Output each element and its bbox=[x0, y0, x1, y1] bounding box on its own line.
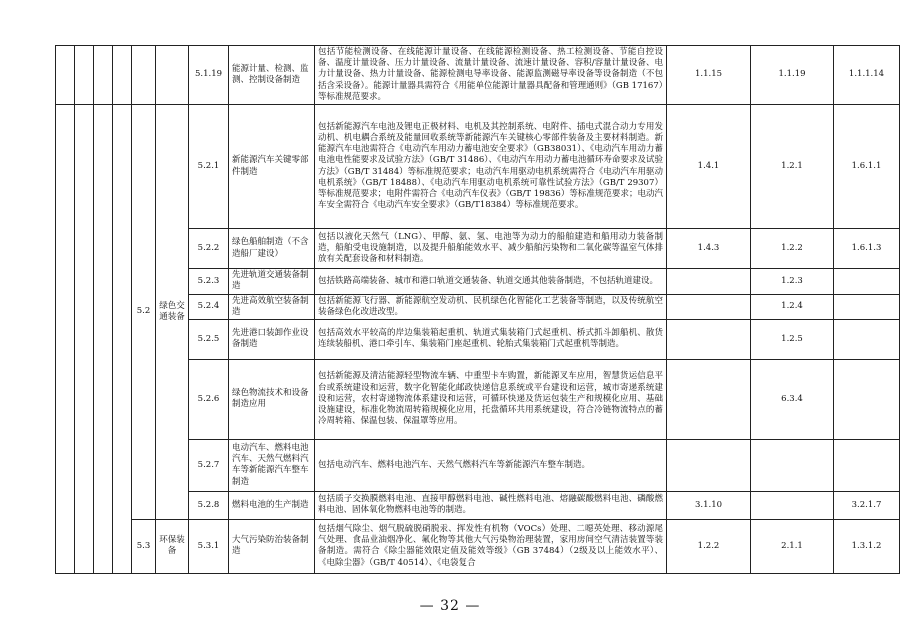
ref-code-c: 3.2.1.7 bbox=[834, 491, 900, 519]
item-code: 5.2.8 bbox=[189, 491, 229, 519]
item-description: 包括以液化天然气（LNG）、甲醇、氨、氢、电池等为动力的船舶建造和船用动力装备制造，船舶受电设施制造，以及提升船舶能效水平、减少船舶污染物和二氧化碳等温室气体排放有关配套设备和材料制造。 bbox=[315, 229, 667, 269]
item-code: 5.2.1 bbox=[189, 105, 229, 229]
col-blank-4 bbox=[113, 105, 132, 574]
group-name: 环保装备 bbox=[156, 519, 189, 573]
item-code: 5.2.6 bbox=[189, 359, 229, 439]
ref-code-b: 1.2.1 bbox=[751, 105, 834, 229]
table-row bbox=[56, 105, 900, 229]
ref-code-c: 1.6.1.3 bbox=[834, 229, 900, 269]
item-code: 5.2.7 bbox=[189, 439, 229, 491]
col-blank-2 bbox=[75, 46, 94, 105]
ref-code-a bbox=[667, 294, 751, 319]
group-name: 绿色交通装备 bbox=[156, 105, 189, 520]
col-blank-1 bbox=[56, 46, 75, 105]
col-blank-4 bbox=[113, 46, 132, 105]
ref-code-a: 1.4.3 bbox=[667, 229, 751, 269]
item-name: 绿色物流技术和设备制造应用 bbox=[229, 359, 315, 439]
ref-code-b bbox=[751, 491, 834, 519]
ref-code-c bbox=[834, 319, 900, 359]
item-name: 能源计量、检测、监测、控制设备制造 bbox=[229, 46, 315, 105]
ref-code-a bbox=[667, 319, 751, 359]
ref-code-b: 1.1.19 bbox=[751, 46, 834, 105]
table-row bbox=[56, 46, 900, 105]
item-code: 5.2.4 bbox=[189, 294, 229, 319]
item-name: 绿色船舶制造（不含造船厂建设） bbox=[229, 229, 315, 269]
classification-table bbox=[55, 45, 900, 574]
item-description: 包括烟气除尘、烟气脱硫脱硝脱汞、挥发性有机物（VOCs）处理、二噁英处理、移动源尾气处理、食品业油烟净化、氟化物等其他大气污染物治理装置，家用房间空气清洁装置等装备制造。需符合《除尘器能效限定值及能效等级》（GB 37484）（2级及以上能效水平）、《电除尘器》（GB/T 40514）、《电袋复合 bbox=[315, 519, 667, 573]
item-description: 包括新能源汽车电池及锂电正极材料、电机及其控制系统、电附件、插电式混合动力专用发动机、机电耦合系统及能量回收系统等新能源汽车关键核心零部件装备及主要材料制造。新能源汽车电池需符合《电动汽车用动力蓄电池安全要求》（GB38031）、《电动汽车用动力蓄电池电性能要求及试验方法》（GB/T 31486）、《电动汽车用动力蓄电池循环寿命要求及试验方法》（GB/T 31484）等标准规范要求；电动汽车用驱动电机系统需符合《电动汽车用驱动电机系统》（GB/T 18488）、《电动汽车用驱动电机系统可靠性试验方法》（GB/T 29307）等标准规范要求；电附件需符合《电动汽车仪表》（GB/T 19836）等标准规范要求；电动汽车安全需符合《电动汽车安全要求》（GB/T18384）等标准规范要求。 bbox=[315, 105, 667, 229]
item-code: 5.3.1 bbox=[189, 519, 229, 573]
ref-code-c bbox=[834, 294, 900, 319]
ref-code-c bbox=[834, 269, 900, 294]
col-blank-5 bbox=[132, 46, 156, 105]
ref-code-a: 3.1.10 bbox=[667, 491, 751, 519]
ref-code-a: 1.4.1 bbox=[667, 105, 751, 229]
col-blank-2 bbox=[75, 105, 94, 574]
item-name: 大气污染防治装备制造 bbox=[229, 519, 315, 573]
item-code: 5.2.5 bbox=[189, 319, 229, 359]
item-code: 5.1.19 bbox=[189, 46, 229, 105]
page-number: — 32 — bbox=[419, 598, 481, 614]
ref-code-a bbox=[667, 439, 751, 491]
ref-code-c: 1.6.1.1 bbox=[834, 105, 900, 229]
table-row bbox=[56, 519, 900, 573]
ref-code-a bbox=[667, 269, 751, 294]
col-blank-3 bbox=[94, 105, 113, 574]
item-description: 包括电动汽车、燃料电池汽车、天然气燃料汽车等新能源汽车整车制造。 bbox=[315, 439, 667, 491]
ref-code-a bbox=[667, 359, 751, 439]
ref-code-c: 1.3.1.2 bbox=[834, 519, 900, 573]
ref-code-c bbox=[834, 439, 900, 491]
ref-code-a: 1.2.2 bbox=[667, 519, 751, 573]
ref-code-c bbox=[834, 359, 900, 439]
ref-code-c: 1.1.1.14 bbox=[834, 46, 900, 105]
item-name: 新能源汽车关键零部件制造 bbox=[229, 105, 315, 229]
ref-code-a: 1.1.15 bbox=[667, 46, 751, 105]
item-description: 包括铁路高端装备、城市和港口轨道交通装备、轨道交通其他装备制造，不包括轨道建设。 bbox=[315, 269, 667, 294]
item-name: 燃料电池的生产制造 bbox=[229, 491, 315, 519]
item-name: 先进轨道交通装备制造 bbox=[229, 269, 315, 294]
item-name: 电动汽车、燃料电池汽车、天然气燃料汽车等新能源汽车整车制造 bbox=[229, 439, 315, 491]
ref-code-b: 6.3.4 bbox=[751, 359, 834, 439]
ref-code-b: 1.2.3 bbox=[751, 269, 834, 294]
item-code: 5.2.3 bbox=[189, 269, 229, 294]
col-blank-3 bbox=[94, 46, 113, 105]
col-blank-1 bbox=[56, 105, 75, 574]
ref-code-b: 1.2.4 bbox=[751, 294, 834, 319]
item-description: 包括新能源飞行器、新能源航空发动机、民机绿色化智能化工艺装备等制造，以及传统航空装备绿色化改进改型。 bbox=[315, 294, 667, 319]
item-name: 先进港口装卸作业设备制造 bbox=[229, 319, 315, 359]
col-blank-6 bbox=[156, 46, 189, 105]
group-code: 5.3 bbox=[132, 519, 156, 573]
item-name: 先进高效航空装备制造 bbox=[229, 294, 315, 319]
group-code: 5.2 bbox=[132, 105, 156, 520]
item-description: 包括质子交换膜燃料电池、直接甲醇燃料电池、碱性燃料电池、熔融碳酸燃料电池、磷酸燃料电池、固体氧化物燃料电池等的制造。 bbox=[315, 491, 667, 519]
ref-code-b: 2.1.1 bbox=[751, 519, 834, 573]
item-description: 包括节能检测设备、在线能源计量设备、在线能源检测设备、热工检测设备、节能自控设备、温度计量设备、压力计量设备、流量计量设备、流速计量设备、容积/容量计量设备、电力计量设备、热力计量设备、能源检测电导率设备、能源监测磁导率设备等设备制造（不包括含采设备）。能源计量器具需符合《用能单位能源计量器具配备和管理通则》（GB 17167）等标准规范要求。 bbox=[315, 46, 667, 105]
item-description: 包括高效水平较高的岸边集装箱起重机、轨道式集装箱门式起重机、桥式抓斗卸船机、散货连续装船机、港口牵引车、集装箱门座起重机、轮胎式集装箱门式起重机等制造。 bbox=[315, 319, 667, 359]
item-code: 5.2.2 bbox=[189, 229, 229, 269]
ref-code-b: 1.2.2 bbox=[751, 229, 834, 269]
ref-code-b: 1.2.5 bbox=[751, 319, 834, 359]
ref-code-b bbox=[751, 439, 834, 491]
item-description: 包括新能源及清洁能源轻型物流车辆、中重型卡车购置，新能源叉车应用，智慧货运信息平台或系统建设和运营，数字化智能化邮政快递信息系统或平台建设和运营，城市寄递系统建设和运营，农村寄递物流体系建设和运营，可循环快递及货运包装生产和规模化应用、基础设施建设，标准化物流周转箱规模化应用，托盘循环共用系统建设，符合冷链物流特点的蓄冷周转箱、保温包装、保温罩等应用。 bbox=[315, 359, 667, 439]
